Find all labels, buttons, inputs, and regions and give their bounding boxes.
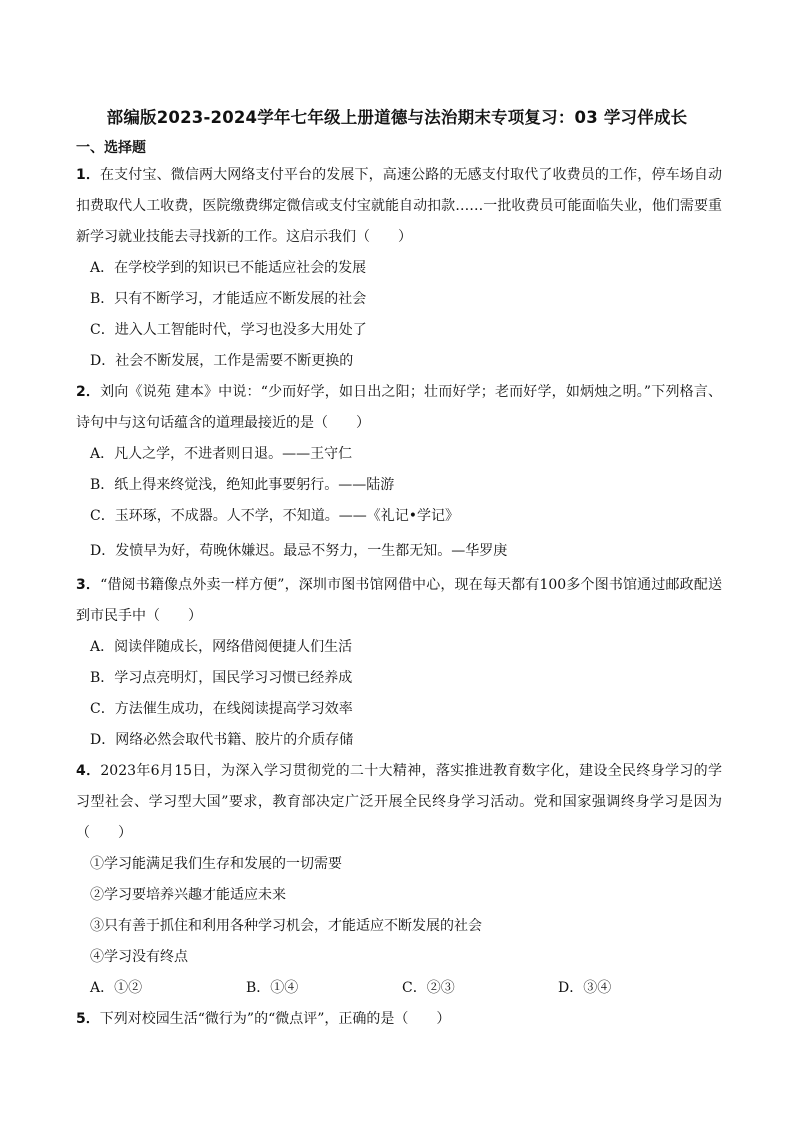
question-number: 3． — [76, 577, 101, 593]
question-stem — [76, 377, 722, 439]
option-c[interactable]: C．方法催生成功，在线阅读提高学习效率 — [90, 701, 353, 717]
statement-4: ④学习没有终点 — [90, 949, 188, 965]
option-b[interactable]: B．①④ — [246, 980, 299, 996]
option-c[interactable]: C．进入人工智能时代，学习也没多大用处了 — [90, 322, 367, 338]
question-2 — [76, 377, 722, 570]
option-c[interactable]: C．玉环琢，不成器。人不学，不知道。——《礼记•学记》 — [90, 508, 459, 524]
option-c[interactable]: C．②③ — [402, 980, 455, 996]
question-stem — [76, 570, 722, 632]
statement-2: ②学习要培养兴趣才能适应未来 — [90, 887, 286, 903]
option-d[interactable]: D．③④ — [558, 980, 612, 996]
option-d[interactable]: D．发愤早为好，苟晚休嫌迟。最忌不努力，一生都无知。—华罗庚 — [90, 543, 508, 559]
option-a[interactable]: A．①② — [90, 980, 143, 996]
option-b[interactable]: B．纸上得来终觉浅，绝知此事要躬行。——陆游 — [90, 477, 395, 493]
statement-1: ①学习能满足我们生存和发展的一切需要 — [90, 856, 342, 872]
option-d[interactable]: D．网络必然会取代书籍、胶片的介质存储 — [90, 732, 354, 748]
option-a[interactable]: A．凡人之学，不进者则日退。——王守仁 — [90, 446, 353, 462]
statement-3: ③只有善于抓住和利用各种学习机会，才能适应不断发展的社会 — [90, 918, 482, 934]
option-row — [76, 973, 722, 1004]
question-text: 刘向《说苑 建本》中说：“少而好学，如日出之阳；壮而好学；老而好学，如炳烛之明。”下列格言、诗句中与这句话蕴含的道理最接近的是（ ） — [76, 384, 722, 431]
question-3 — [76, 570, 722, 756]
question-text: 2023年6月15日，为深入学习贯彻党的二十大精神，落实推进教育数字化，建设全民终身学习的学习型社会、学习型大国”要求，教育部决定广泛开展全民终身学习活动。党和国家强调终身学习是因为（ ） — [76, 763, 722, 841]
question-5 — [76, 1004, 722, 1035]
question-stem — [76, 1004, 722, 1035]
question-number: 4． — [76, 763, 101, 779]
question-number: 2． — [76, 384, 101, 400]
option-b[interactable]: B．学习点亮明灯，国民学习习惯已经养成 — [90, 670, 353, 686]
question-text: 在支付宝、微信两大网络支付平台的发展下，高速公路的无感支付取代了收费员的工作，停车场自动扣费取代人工收费，医院缴费绑定微信或支付宝就能自动扣款……一批收费员可能面临失业，他们需要重新学习就业技能去寻找新的工作。这启示我们（ ） — [76, 167, 723, 245]
section-heading: 一、选择题 — [76, 140, 146, 156]
question-4 — [76, 756, 722, 1004]
question-1 — [76, 160, 722, 377]
option-b[interactable]: B．只有不断学习，才能适应不断发展的社会 — [90, 291, 367, 307]
option-a[interactable]: A．在学校学到的知识已不能适应社会的发展 — [90, 260, 367, 276]
question-text: “借阅书籍像点外卖一样方便”，深圳市图书馆网借中心，现在每天都有100多个图书馆通过邮政配送到市民手中（ ） — [76, 577, 722, 624]
page-title: 部编版2023-2024学年七年级上册道德与法治期末专项复习：03 学习伴成长 — [106, 108, 688, 127]
question-list — [76, 160, 722, 1035]
question-stem — [76, 160, 722, 253]
question-text: 下列对校园生活“微行为”的“微点评”，正确的是（ ） — [99, 1011, 451, 1027]
option-a[interactable]: A．阅读伴随成长，网络借阅便捷人们生活 — [90, 639, 353, 655]
question-number: 1． — [76, 167, 101, 183]
question-number: 5． — [76, 1011, 100, 1027]
option-d[interactable]: D．社会不断发展，工作是需要不断更换的 — [90, 353, 354, 369]
question-stem — [76, 756, 722, 849]
